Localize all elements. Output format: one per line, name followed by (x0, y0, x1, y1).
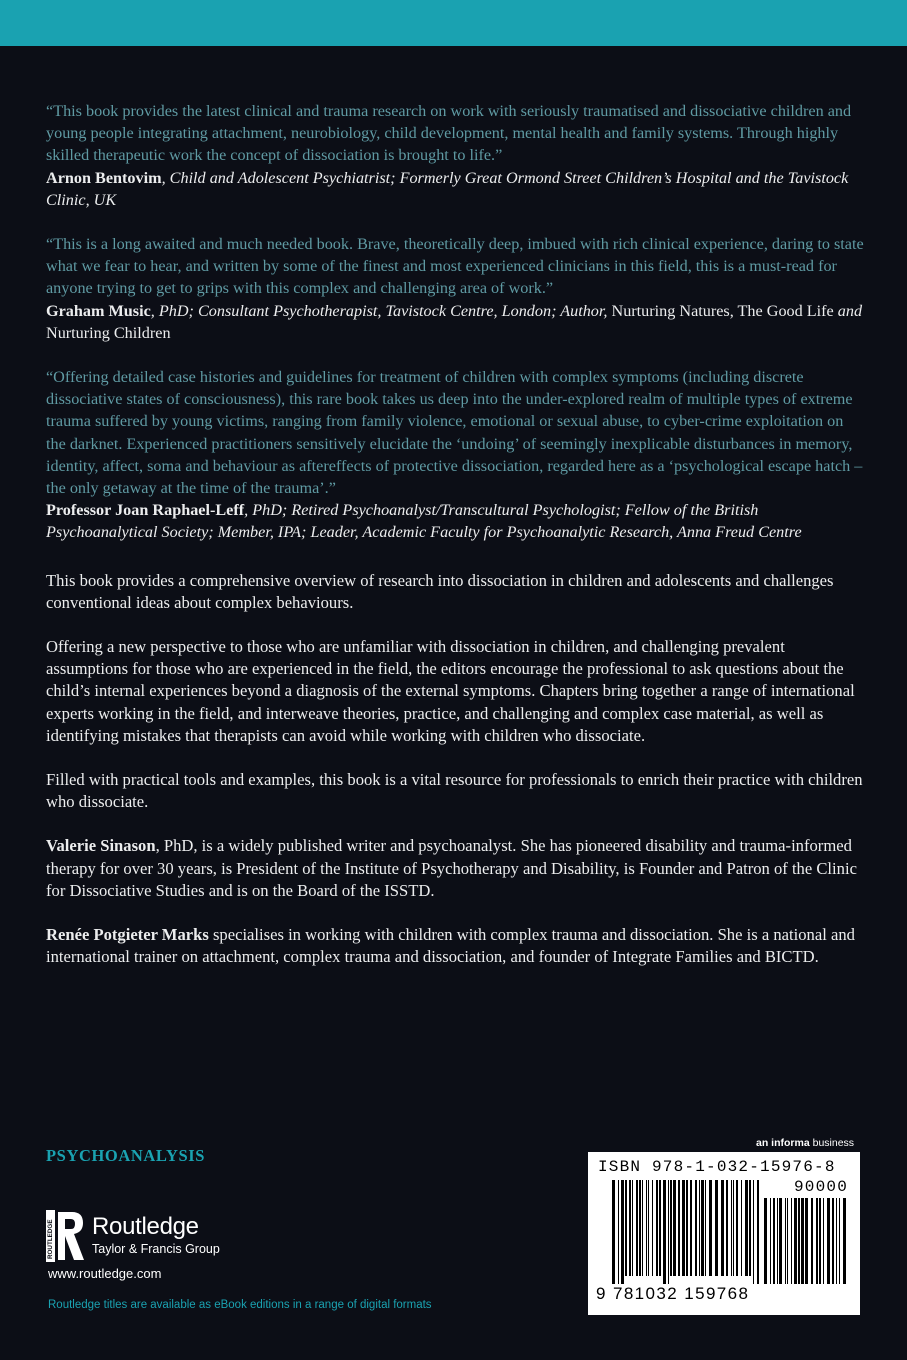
endorsement-attribution (46, 167, 866, 211)
endorser-name: Professor Joan Raphael-Leff (46, 501, 245, 520)
editor-bio-text: specialises in working with children with complex trauma and dissociation. She is a national and international trainer on attachment, complex trauma and dissociation, and founder of Integrate Families and BICTD. (46, 925, 855, 967)
endorser-name: Arnon Bentovim (46, 168, 162, 187)
editor-name: Renée Potgieter Marks (46, 925, 209, 945)
routledge-logo-icon (46, 1210, 86, 1262)
editor-bio (46, 835, 866, 902)
informa-tagline (756, 1137, 854, 1149)
separator: , (729, 301, 738, 320)
subject-category: PSYCHOANALYSIS (46, 1146, 206, 1165)
ean-barcode (612, 1180, 760, 1284)
editor-bio-text: , PhD, is a widely published writer and psychoanalyst. She has pioneered disability and trauma-informed therapy for over 30 years, is President of the Institute of Psychotherapy and Disability, is Founder and Patron of the Clinic for Dissociative Studies and is on the Board of the ISSTD. (46, 836, 857, 900)
description-paragraph: Filled with practical tools and examples, this book is a vital resource for professionals to enrich their practice with children who dissociate. (46, 770, 863, 812)
logo-vertical-text: ROUTLEDGE (47, 1219, 55, 1259)
informa-suffix: business (809, 1137, 855, 1149)
endorser-credentials: , PhD; Consultant Psychotherapist, Tavistock Centre, London; Author, (150, 301, 612, 320)
ean-digits: 9 781032 159768 (596, 1284, 750, 1303)
ebook-note: Routledge titles are available as eBook editions in a range of digital formats (48, 1299, 432, 1311)
endorser-name: Graham Music (46, 301, 151, 320)
publisher-name: Routledge (92, 1213, 199, 1240)
addon-barcode (764, 1198, 846, 1284)
description-paragraph: This book provides a comprehensive overview of research into dissociation in children and adolescents and challenges conventional ideas about complex behaviours. (46, 570, 834, 612)
back-cover-text (46, 100, 866, 991)
editor-bio (46, 924, 866, 968)
barcode-panel (588, 1152, 860, 1315)
book-title: Nurturing Natures (611, 301, 730, 320)
top-color-band (0, 0, 907, 46)
conjunction: and (833, 301, 863, 320)
isbn-label: ISBN 978-1-032-15976-8 (598, 1158, 836, 1176)
editor-name: Valerie Sinason (46, 836, 156, 856)
book-title: Nurturing Children (46, 323, 171, 342)
publisher-wordmark (92, 1213, 220, 1257)
endorsement-quote: “This book provides the latest clinical and trauma research on work with seriously traumatised and dissociative children and young people integrating attachment, neurobiology, child development, mental health and family systems. Through highly skilled therapeutic work the concept of dissociation is brought to life.” (46, 102, 852, 165)
endorser-credentials: , Child and Adolescent Psychiatrist; Formerly Great Ormond Street Children’s Hospital and the Tavistock Clinic, UK (46, 168, 849, 209)
informa-brand: an informa (756, 1137, 810, 1149)
endorser-credentials: , PhD; Retired Psychoanalyst/Transcultural Psychologist; Fellow of the British Psychoanalytical Society; Member, IPA; Leader, Academic Faculty for Psychoanalytic Research, Anna Freud Centre (46, 501, 802, 542)
publisher-group: Taylor & Francis Group (92, 1242, 220, 1256)
endorsement-attribution (46, 499, 866, 543)
publisher-url[interactable]: www.routledge.com (48, 1266, 162, 1281)
description-paragraph: Offering a new perspective to those who are unfamiliar with dissociation in children, and challenging prevalent assumptions for those who are experienced in the field, the editors encourage the professional to ask questions about the child’s internal experiences beyond a diagnosis of the external symptoms. Chapters bring together a range of international experts working in the field, and interweave theories, practice, and challenging and complex case material, as well as identifying mistakes that therapists can avoid while working with children who dissociate. (46, 637, 855, 745)
endorsement-attribution (46, 300, 866, 344)
endorsement-quote: “Offering detailed case histories and guidelines for treatment of children with complex symptoms (including discrete dissociative states of consciousness), this rare book takes us deep into the under-explored realm of multiple types of extreme trauma suffered by young victims, ranging from family violence, emotional or sexual abuse, to cyber-crime exploitation on the darknet. Experienced practitioners sensitively elucidate the ‘undoing’ of seemingly inexplicable disturbances in memory, identity, affect, soma and behaviour as aftereffects of protective dissociation, regarded here as a ‘psychological escape hatch – the only getaway at the time of the trauma’.” (46, 368, 863, 498)
endorsement-quote: “This is a long awaited and much needed book. Brave, theoretically deep, imbued with rich clinical experience, daring to state what we fear to hear, and written by some of the finest and most experienced clinicians in this field, this is a must-read for anyone trying to get to grips with this complex and challenging area of work.” (46, 235, 864, 298)
price-code: 90000 (793, 1178, 848, 1196)
book-title: The Good Life (737, 301, 834, 320)
